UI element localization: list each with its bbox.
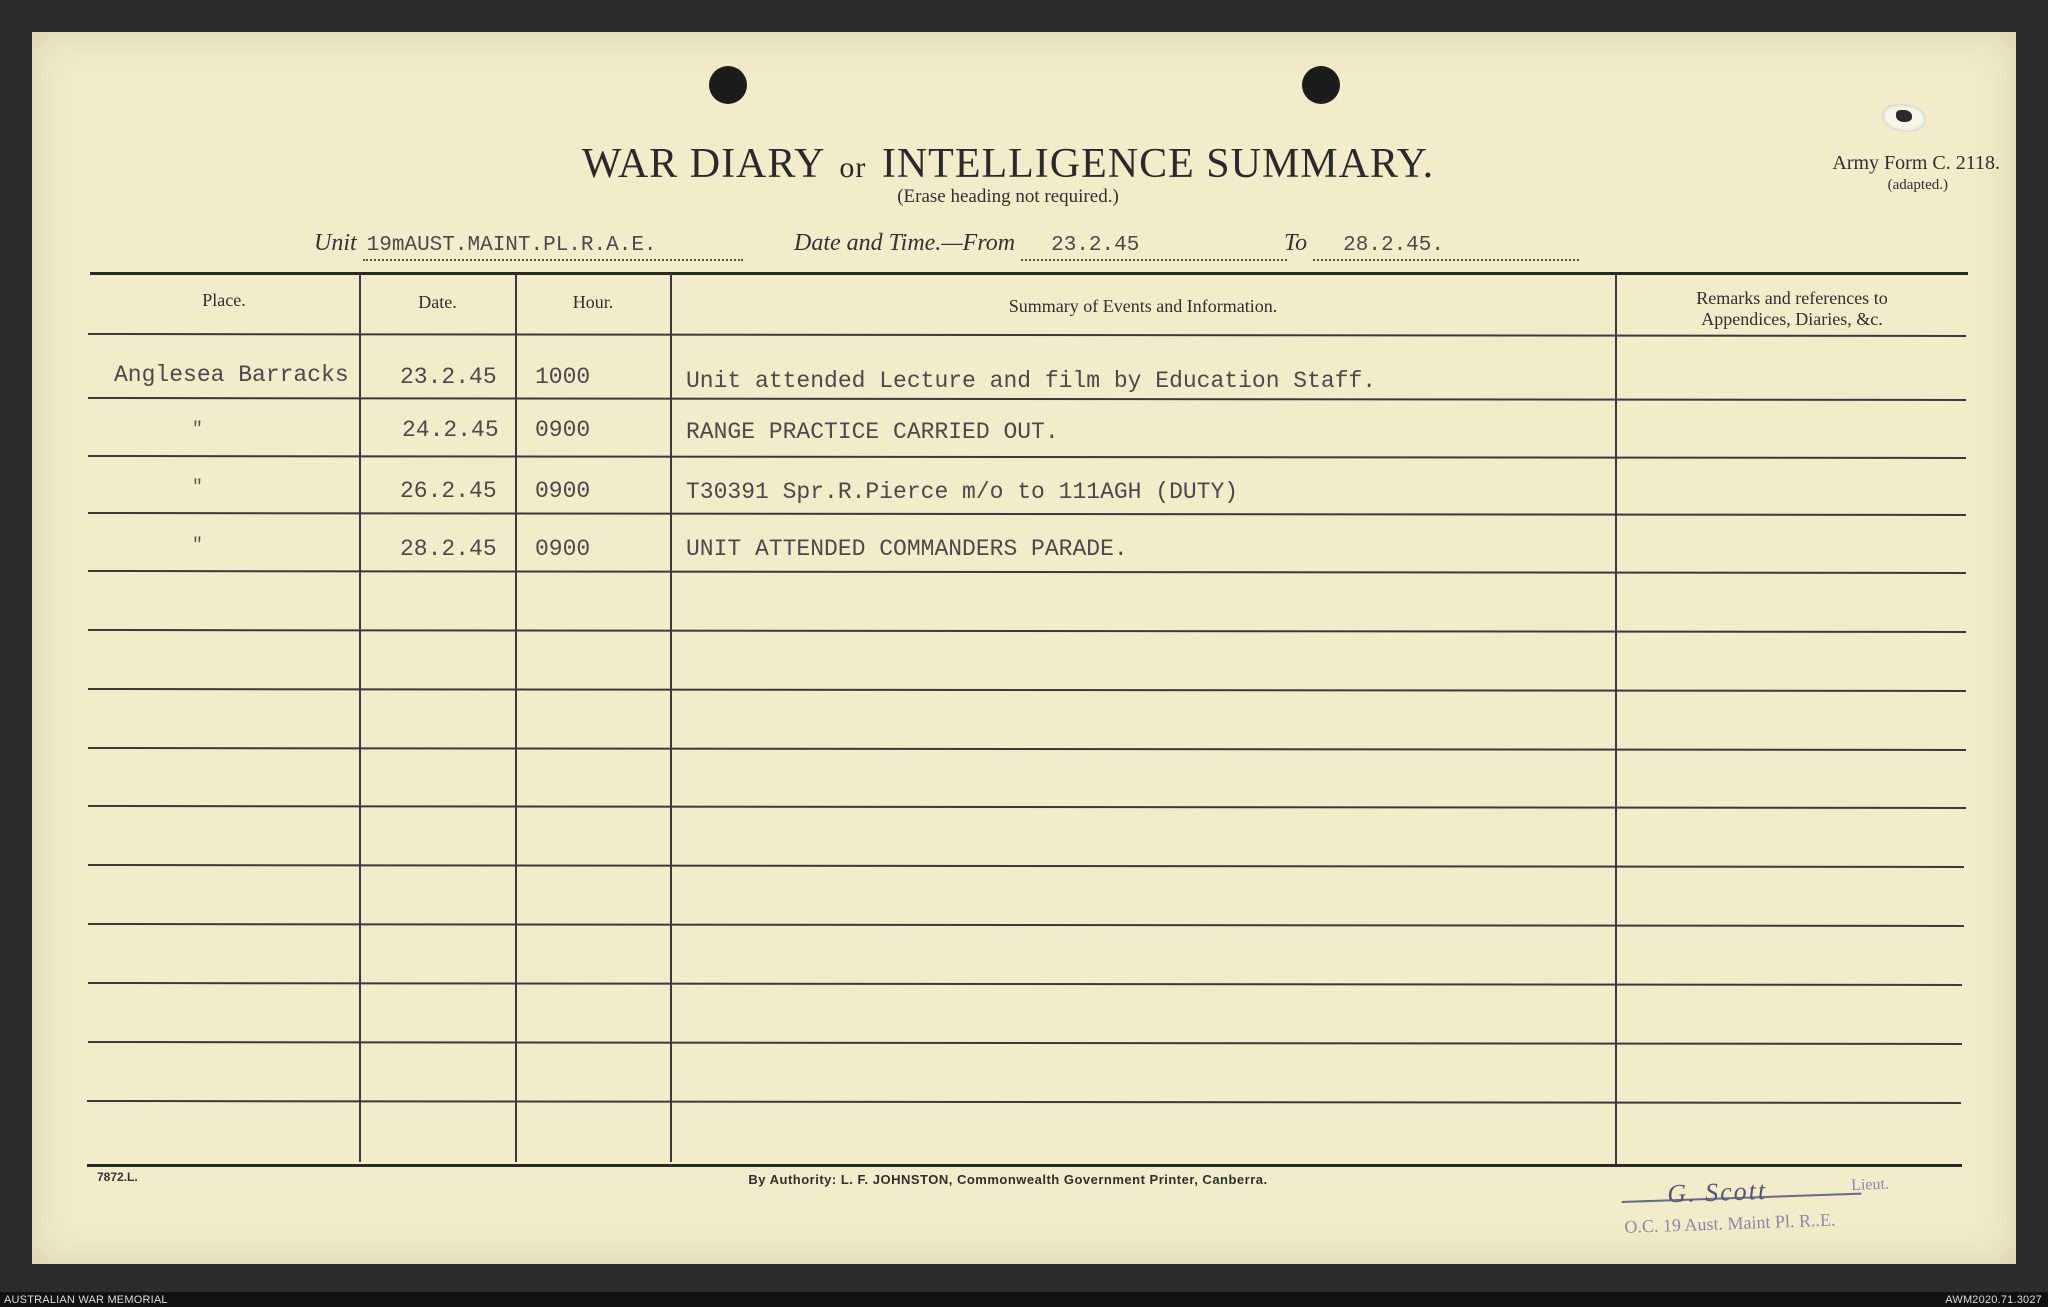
row-summary: Unit attended Lecture and film by Education Staff.	[686, 368, 1377, 394]
row-place-ditto: "	[192, 420, 203, 440]
unit-field	[314, 230, 743, 261]
header-date: Date.	[418, 292, 457, 312]
officer-signature: G. Scott	[1666, 1175, 1768, 1209]
row-place: Anglesea Barracks	[114, 362, 349, 388]
archive-strip	[0, 1292, 2048, 1307]
punch-hole-left	[709, 66, 747, 104]
army-form-number: Army Form C. 2118.	[1832, 152, 2000, 174]
printer-authority: By Authority: L. F. JOHNSTON, Commonwealth Government Printer, Canberra.	[748, 1172, 1268, 1187]
header-place: Place.	[202, 290, 246, 310]
row-place-ditto: "	[192, 478, 203, 498]
row-hour: 0900	[535, 478, 591, 504]
row-summary: RANGE PRACTICE CARRIED OUT.	[686, 419, 1059, 445]
row-date: 24.2.45	[402, 417, 499, 443]
date-to-value: 28.2.45.	[1313, 234, 1579, 261]
unit-value: 19mAUST.MAINT.PL.R.A.E.	[363, 234, 743, 261]
column-divider-date	[515, 274, 517, 1162]
title-intelligence-summary: INTELLIGENCE SUMMARY.	[881, 141, 1435, 187]
column-divider-summary	[1615, 274, 1617, 1164]
date-from-label: Date and Time.—From	[794, 230, 1016, 256]
form-title	[0, 140, 2016, 188]
header-remarks	[1617, 288, 1967, 330]
officer-stamp	[1619, 1171, 1911, 1251]
table-bottom-rule	[87, 1164, 1962, 1167]
date-to-field	[1284, 230, 1579, 261]
diary-sheet	[32, 32, 2016, 1264]
date-from-field	[794, 230, 1287, 261]
header-summary: Summary of Events and Information.	[1008, 296, 1278, 316]
archive-credit: AUSTRALIAN WAR MEMORIAL	[4, 1294, 168, 1306]
punch-hole-right	[1302, 66, 1340, 104]
column-divider-hour	[670, 274, 672, 1162]
row-date: 26.2.45	[400, 478, 497, 504]
date-from-value: 23.2.45	[1021, 234, 1287, 261]
row-hour: 1000	[535, 364, 591, 390]
officer-unit: O.C. 19 Aust. Maint Pl. R..E.	[1624, 1209, 1836, 1237]
form-subtitle: (Erase heading not required.)	[897, 186, 1119, 207]
row-summary: T30391 Spr.R.Pierce m/o to 111AGH (DUTY)	[686, 479, 1239, 505]
header-hour: Hour.	[572, 292, 614, 312]
archive-id: AWM2020.71.3027	[1945, 1294, 2042, 1306]
row-date: 28.2.45	[400, 536, 497, 562]
column-divider-place	[359, 274, 361, 1162]
title-or: or	[839, 151, 867, 184]
unit-label: Unit	[314, 230, 357, 256]
army-form-note: (adapted.)	[1887, 177, 1948, 193]
row-summary: UNIT ATTENDED COMMANDERS PARADE.	[686, 536, 1128, 562]
print-code: 7872.L.	[97, 1170, 138, 1184]
date-to-label: To	[1284, 230, 1308, 256]
header-remarks-line2: Appendices, Diaries, &c.	[1701, 309, 1883, 329]
officer-rank: Lieut.	[1850, 1175, 1890, 1194]
header-remarks-line1: Remarks and references to	[1696, 288, 1888, 308]
army-form-label	[1740, 152, 2000, 196]
table-top-rule	[90, 272, 1968, 275]
row-hour: 0900	[535, 417, 591, 443]
row-date: 23.2.45	[400, 364, 497, 390]
title-war-diary: WAR DIARY	[581, 141, 824, 187]
paper-tear	[1882, 104, 1926, 132]
row-place-ditto: "	[192, 536, 203, 556]
row-hour: 0900	[535, 536, 591, 562]
